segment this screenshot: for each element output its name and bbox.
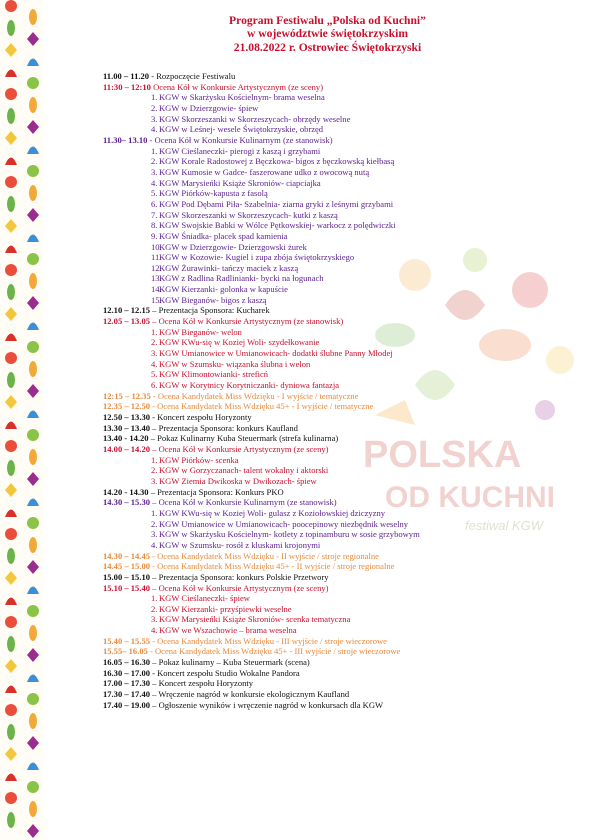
- program-header: [130, 14, 525, 54]
- entry-time: 12.35 – 12.50: [103, 401, 151, 412]
- list-item: [103, 284, 583, 295]
- list-item: [103, 369, 583, 380]
- list-item: [103, 465, 583, 476]
- item-text: KGW Kumosie w Gadce- faszerowane udko z owocową nutą: [159, 166, 370, 177]
- schedule-entry: [103, 678, 583, 689]
- list-item: [103, 263, 583, 274]
- item-text: KGW w Skarżysku Kościelnym- kotlety z topinamburu w sosie grzybowym: [159, 529, 420, 540]
- schedule-entry: [103, 316, 583, 327]
- item-text: KGW Ziemia Dwikoska w Dwikozach- śpiew: [159, 475, 317, 486]
- logo-subtitle: festiwal KGW: [465, 518, 544, 533]
- entry-time: 12.05 – 13.05: [103, 316, 151, 327]
- entry-time: 15.40 – 15.55: [103, 635, 151, 646]
- item-number: 13.: [151, 273, 162, 284]
- border-ornament: [29, 537, 37, 553]
- border-ornament: [5, 528, 17, 540]
- border-ornament: [29, 9, 37, 25]
- item-text: KGW Piórków-kapusta z fasolą: [159, 188, 268, 199]
- list-item: [103, 540, 583, 551]
- entry-text: – Ocena Kół w Konkursie Artystycznym (ze stanowisk): [150, 316, 344, 327]
- list-item: [103, 114, 583, 125]
- entry-text: - Ocena Kandydatek Miss Wdzięku - I wyjście / tematyczne: [150, 390, 359, 401]
- border-ornament: [5, 176, 17, 188]
- list-item: [103, 124, 583, 135]
- item-number: 2.: [151, 337, 158, 348]
- list-item: [103, 625, 583, 636]
- list-item: [103, 337, 583, 348]
- entry-time: 13.40 - 14.20: [103, 433, 149, 444]
- list-item: [103, 273, 583, 284]
- list-item: [103, 210, 583, 221]
- entry-text: – Pokaz kulinarny – Kuba Steuermark (scena): [150, 657, 310, 668]
- border-ornament: [7, 636, 15, 652]
- schedule-entry: [103, 689, 583, 700]
- item-number: 2.: [151, 518, 158, 529]
- header-region: w województwie świętokrzyskim: [247, 27, 408, 41]
- item-number: 4.: [151, 625, 158, 636]
- border-ornament: [29, 97, 37, 113]
- list-item: [103, 231, 583, 242]
- item-number: 7.: [151, 209, 158, 220]
- entry-time: 14.00 – 14.20: [103, 443, 151, 454]
- item-text: KGW Marysieńki Książe Skroniów- ciapciajka: [159, 177, 321, 188]
- border-ornament: [29, 273, 37, 289]
- header-title: Program Festiwalu „Polska od Kuchni”: [229, 14, 426, 27]
- logo-word1: POLSKA: [363, 434, 522, 476]
- item-number: 2.: [151, 102, 158, 113]
- entry-text: – Prezentacja Sponsora: konkurs Kaufland: [150, 422, 298, 433]
- item-number: 1.: [151, 454, 158, 465]
- border-ornament: [29, 185, 37, 201]
- entry-time: 12:15 – 12.35: [103, 390, 151, 401]
- border-ornament: [7, 108, 15, 124]
- border-ornament: [5, 704, 17, 716]
- border-ornament: [7, 548, 15, 564]
- entry-text: - Ocena Kandydatek Miss Wdzięku 45+ - III wyjście / stroje wieczorowe: [147, 646, 401, 657]
- schedule-entry: [103, 636, 583, 647]
- border-ornament: [27, 165, 39, 177]
- item-text: KGW Piórków- scenka: [159, 454, 239, 465]
- entry-text: - Ocena Kół w Konkursie Kulinarnym (ze stanowisk): [147, 134, 333, 145]
- item-text: KGW Cieślaneczki- pierogi z kaszą i grzybami: [159, 145, 321, 156]
- item-text: KGW Pod Dębami Piła- Szabelnia- ziarna gryki z leśnymi grzybami: [159, 198, 394, 209]
- border-ornament: [29, 801, 37, 817]
- item-number: 4.: [151, 124, 158, 135]
- item-text: KGW w Szumsku- rosół z kluskami krojonymi: [159, 539, 321, 550]
- schedule-entry: [103, 135, 583, 146]
- entry-text: - Ocena Kandydatek Miss Wdzięku - III wyjście / stroje wieczorowe: [150, 635, 387, 646]
- logo-word2: OD KUCHNI: [385, 481, 555, 514]
- border-ornament: [27, 605, 39, 617]
- border-ornament: [5, 616, 17, 628]
- item-text: KGW Kierzanki- golonka w kapuście: [159, 284, 288, 295]
- entry-time: 17.30 – 17.40: [103, 689, 151, 700]
- border-ornament: [29, 713, 37, 729]
- border-ornament: [7, 284, 15, 300]
- schedule-entry: [103, 657, 583, 668]
- border-ornament: [27, 77, 39, 89]
- entry-text: - Ocena Kandydatek Miss Wdzięku 45+ - I wyjście / tematyczne: [150, 401, 374, 412]
- list-item: [103, 455, 583, 466]
- item-text: KGW Skorzeszanki w Skorzeszycach- kutki z kaszą: [159, 209, 338, 220]
- list-item: [103, 593, 583, 604]
- item-number: 12.: [151, 262, 162, 273]
- entry-time: 17.40 – 19.00: [103, 699, 151, 710]
- entry-text: - Ocena Kandydatek Miss Wdzięku - II wyjście / stroje regionalne: [150, 550, 379, 561]
- entry-text: – Pokaz Kulinarny Kuba Steuermark (strefa kulinarna): [148, 433, 339, 444]
- item-text: KGW KWu-się w Koziej Woli- szydełkowanie: [159, 337, 320, 348]
- list-item: [103, 380, 583, 391]
- schedule-entry: [103, 668, 583, 679]
- list-item: [103, 188, 583, 199]
- entry-time: 16.30 – 17.00: [103, 667, 151, 678]
- schedule-entry: [103, 444, 583, 455]
- program-schedule: [103, 71, 583, 710]
- list-item: [103, 614, 583, 625]
- list-item: [103, 92, 583, 103]
- border-ornament: [5, 264, 17, 276]
- item-number: 1.: [151, 145, 158, 156]
- item-text: KGW w Leśnej- wesele Świętokrzyskie, obrzęd: [159, 124, 324, 135]
- border-ornament: [5, 440, 17, 452]
- item-number: 5.: [151, 188, 158, 199]
- list-item: [103, 242, 583, 253]
- list-item: [103, 167, 583, 178]
- item-number: 9.: [151, 230, 158, 241]
- item-number: 11.: [151, 252, 162, 263]
- list-item: [103, 327, 583, 338]
- entry-text: – Koncert zespołu Horyzonty: [150, 678, 254, 689]
- entry-time: 15.55– 16.05: [103, 646, 148, 657]
- schedule-entry: [103, 71, 583, 82]
- item-text: KGW Klimontowianki- streficń: [159, 369, 269, 380]
- list-item: [103, 348, 583, 359]
- item-text: KGW w Gorzyczanach- talent wokalny i aktorski: [159, 465, 329, 476]
- entry-time: 16.05 – 16.30: [103, 657, 151, 668]
- border-ornament: [5, 792, 17, 804]
- border-ornament: [27, 341, 39, 353]
- item-number: 1.: [151, 326, 158, 337]
- list-item: [103, 519, 583, 530]
- entry-text: - Koncert zespołu Horyzonty: [150, 412, 252, 422]
- item-text: KGW Bieganów- bigos z kaszą: [159, 294, 267, 305]
- border-ornament: [27, 429, 39, 441]
- entry-time: 15.00 – 15.10: [103, 571, 151, 582]
- item-number: 1.: [151, 593, 158, 604]
- list-item: [103, 476, 583, 487]
- item-text: KGW w Dzierzgowie- śpiew: [159, 102, 259, 113]
- item-number: 1.: [151, 507, 158, 518]
- item-text: KGW w Korytnicy Korytniczanki- dyniowa fantazja: [159, 380, 339, 391]
- entry-text: – Ocena Kół w Konkursie Artystycznym (ze sceny): [150, 443, 329, 454]
- item-number: 4.: [151, 358, 158, 369]
- border-ornament: [7, 460, 15, 476]
- item-text: KGW w Szumsku- wiązanka ślubna i welon: [159, 358, 311, 369]
- entry-time: 14.45 – 15.00: [103, 561, 151, 572]
- border-ornament: [27, 781, 39, 793]
- folk-border-decoration: [0, 0, 44, 840]
- item-number: 4.: [151, 539, 158, 550]
- border-ornament: [27, 253, 39, 265]
- entry-time: 15.10 – 15.40: [103, 582, 151, 593]
- border-ornament: [7, 196, 15, 212]
- entry-text: – Prezentacja Sponsora: Kucharek: [150, 305, 270, 316]
- header-date-place: 21.08.2022 r. Ostrowiec Świętokrzyski: [233, 40, 422, 54]
- schedule-entry: [103, 401, 583, 412]
- list-item: [103, 604, 583, 615]
- list-item: [103, 199, 583, 210]
- item-text: KGW Cieślaneczki- śpiew: [159, 593, 250, 604]
- item-number: 3.: [151, 475, 158, 486]
- item-number: 3.: [151, 348, 158, 359]
- item-number: 10.: [151, 241, 162, 252]
- entry-text: - Rozpoczęcie Festiwalu: [149, 71, 236, 81]
- item-text: KGW KWu-się w Koziej Woli- gulasz z Koziołowskiej dziczyzny: [159, 507, 386, 518]
- list-item: [103, 146, 583, 157]
- list-item: [103, 295, 583, 306]
- item-text: KGW Swojskie Babki w Wólce Pętkowskiej- warkocz z polędwiczki: [159, 220, 396, 231]
- list-item: [103, 529, 583, 540]
- item-text: KGW Korale Radostowej z Bęczkowa- bigos z bęczkowską kiełbasą: [159, 156, 395, 167]
- item-text: KGW Umianowice w Umianowicach- dodatki ślubne Panny Młodej: [159, 348, 393, 359]
- item-text: KGW w Kozowie- Kugiel i zupa zbója świętokrzyskiego: [159, 252, 355, 263]
- border-ornament: [7, 812, 15, 828]
- entry-time: 12.10 – 12.15: [103, 305, 151, 316]
- entry-time: 14.30 – 14.45: [103, 550, 151, 561]
- schedule-entry: [103, 646, 583, 657]
- list-item: [103, 103, 583, 114]
- entry-text: Ocena Kół w Konkursie Artystycznym (ze sceny): [150, 81, 324, 92]
- border-ornament: [29, 361, 37, 377]
- item-text: KGW Żurawinki- tańczy maciek z kaszą: [159, 262, 299, 273]
- item-text: KGW Bieganów- welon: [159, 326, 242, 337]
- border-ornament: [7, 372, 15, 388]
- item-number: 2.: [151, 156, 158, 167]
- entry-time: 11.30– 13.10: [103, 134, 148, 145]
- schedule-entry: [103, 412, 583, 423]
- schedule-entry: [103, 423, 583, 434]
- item-number: 2.: [151, 603, 158, 614]
- item-text: KGW Kierzanki- przyśpiewki weselne: [159, 603, 292, 614]
- item-number: 6.: [151, 198, 158, 209]
- border-ornament: [5, 88, 17, 100]
- item-number: 2.: [151, 465, 158, 476]
- schedule-entry: [103, 561, 583, 572]
- item-text: KGW z Radlina Radlinianki- bycki na łogunach: [159, 273, 324, 284]
- border-ornament: [29, 625, 37, 641]
- item-text: KGW Śniadka- placek spad kamienia: [159, 230, 288, 241]
- list-item: [103, 156, 583, 167]
- schedule-entry: [103, 583, 583, 594]
- list-item: [103, 252, 583, 263]
- item-number: 3.: [151, 614, 158, 625]
- border-ornament: [27, 517, 39, 529]
- schedule-entry: [103, 700, 583, 711]
- item-number: 1.: [151, 92, 158, 103]
- border-ornament: [7, 20, 15, 36]
- entry-text: - Koncert zespołu Studio Wokalne Pandora: [150, 667, 300, 678]
- entry-text: – Prezentacja Sponsora: Konkurs PKO: [148, 486, 284, 497]
- item-text: KGW Skorzeszanki w Skorzeszycach- obrzędy weselne: [159, 113, 351, 124]
- schedule-entry: [103, 497, 583, 508]
- entry-time: 14.30 – 15.30: [103, 497, 151, 508]
- item-number: 15.: [151, 294, 162, 305]
- entry-time: 12.50 – 13.30: [103, 412, 151, 422]
- entry-time: 13.30 – 13.40: [103, 422, 151, 433]
- entry-time: 11.00 – 11.20: [103, 71, 150, 81]
- border-ornament: [5, 352, 17, 364]
- entry-time: 11:30 – 12:10: [103, 81, 151, 92]
- list-item: [103, 220, 583, 231]
- item-number: 3.: [151, 166, 158, 177]
- entry-text: – Wręczenie nagród w konkursie ekologicznym Kaufland: [150, 689, 350, 700]
- schedule-entry: [103, 82, 583, 93]
- item-number: 14.: [151, 284, 162, 295]
- entry-text: – Ogłoszenie wyników i wręczenie nagród w konkursach dla KGW: [150, 699, 384, 710]
- entry-time: 14.20 - 14.30: [103, 486, 149, 497]
- entry-text: – Prezentacja Sponsora: konkurs Polskie Przetwory: [150, 571, 329, 582]
- border-ornament: [5, 0, 17, 12]
- item-number: 6.: [151, 380, 158, 391]
- border-ornament: [7, 724, 15, 740]
- item-text: KGW Umianowice w Umianowicach- poocepinowy niezbędnik weselny: [159, 518, 409, 529]
- item-text: KGW w Dzierzgowie- Dzierzgowski żurek: [159, 241, 307, 252]
- item-number: 5.: [151, 369, 158, 380]
- item-number: 4.: [151, 177, 158, 188]
- item-number: 3.: [151, 113, 158, 124]
- list-item: [103, 508, 583, 519]
- entry-text: – Ocena Kół w Konkursie Artystycznym (ze sceny): [150, 582, 329, 593]
- schedule-entry: [103, 305, 583, 316]
- entry-time: 17.00 – 17.30: [103, 678, 151, 689]
- schedule-entry: [103, 433, 583, 444]
- border-ornament: [29, 449, 37, 465]
- list-item: [103, 178, 583, 189]
- schedule-entry: [103, 391, 583, 402]
- entry-text: - Ocena Kandydatek Miss Wdzięku 45+ - II wyjście / stroje regionalne: [150, 561, 395, 572]
- item-number: 8.: [151, 220, 158, 231]
- entry-text: – Ocena Kół w Konkursie Kulinarnym (ze stanowisk): [150, 497, 337, 508]
- item-text: KGW w Skarżysku Kościelnym- brama weselna: [159, 92, 325, 103]
- list-item: [103, 359, 583, 370]
- item-text: KGW Marysieńki Książe Skroniów- scenka tematyczna: [159, 614, 351, 625]
- border-ornament: [27, 693, 39, 705]
- item-text: KGW we Wszachowie – brama weselna: [159, 625, 297, 636]
- schedule-entry: [103, 551, 583, 562]
- item-number: 3.: [151, 529, 158, 540]
- schedule-entry: [103, 487, 583, 498]
- schedule-entry: [103, 572, 583, 583]
